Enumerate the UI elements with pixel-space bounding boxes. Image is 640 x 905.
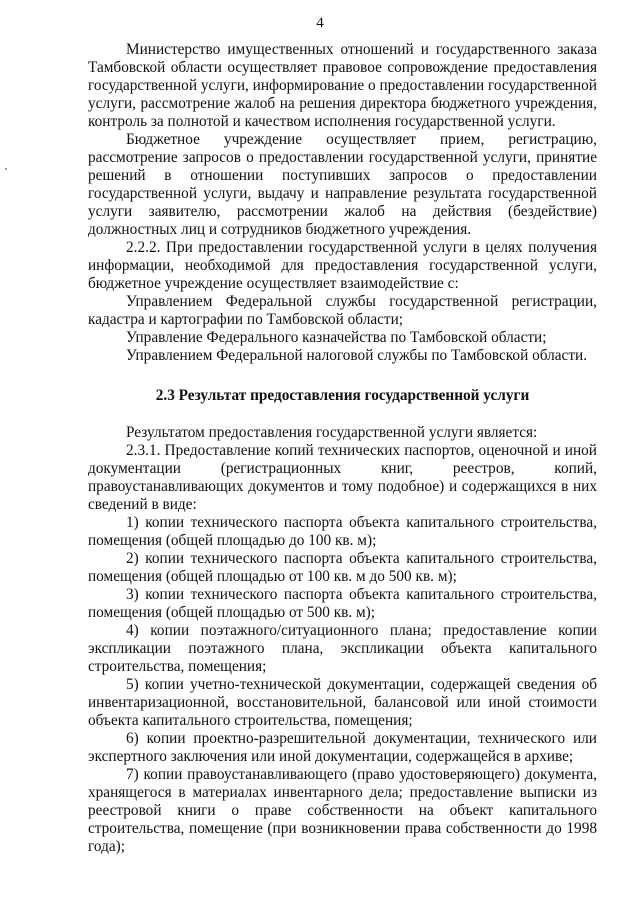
list-item: 2) копии технического паспорта объекта капитального строительства, помещения (общей площадью от 100 кв. м до 500 кв. м); xyxy=(88,550,597,585)
list-item: 7) копии правоустанавливающего (право удостоверяющего) документа, хранящегося в материалах инвентарного дела; предоставление выписки из реестровой книги о праве собственности на объект капитального строительства, помещение (при возникновении права собственности до 1998 года); xyxy=(88,766,597,855)
paragraph: Министерство имущественных отношений и государственного заказа Тамбовской области осуществляет правовое сопровождение предоставления государственной услуги, информирование о предоставлении государственной услуги, рассмотрение жалоб на решения директора бюджетного учреждения, контроль за полнотой и качеством исполнения государственной услуги. xyxy=(88,41,597,130)
list-item: 5) копии учетно-технической документации, содержащей сведения об инвентаризационной, восстановительной, балансовой или иной стоимости объекта капитального строительства, помещения; xyxy=(88,676,597,729)
list-item: 6) копии проектно-разрешительной документации, технического или экспертного заключения или иной документации, содержащейся в архиве; xyxy=(88,730,597,765)
paragraph: Управлением Федеральной налоговой службы по Тамбовской области. xyxy=(126,347,588,364)
paragraph: 2.3.1. Предоставление копий технических паспортов, оценочной и иной документации (регистрационных книг, реестров, копий, правоустанавливающих документов и тому подобное) и содержащихся в них сведений в виде: xyxy=(88,442,597,513)
paragraph: Результатом предоставления государственной услуги является: xyxy=(126,424,538,441)
list-item: 4) копии поэтажного/ситуационного плана; предоставление копии экспликации поэтажного плана, экспликации объекта капитального строительства, помещения; xyxy=(88,622,597,675)
page-number: 4 xyxy=(316,15,324,31)
list-item: 1) копии технического паспорта объекта капитального строительства, помещения (общей площадью до 100 кв. м); xyxy=(88,514,597,549)
document-body xyxy=(88,41,597,856)
paragraph: Управление Федерального казначейства по Тамбовской области; xyxy=(126,329,547,346)
paragraph: 2.2.2. При предоставлении государственной услуги в целях получения информации, необходимой для предоставления государственной услуги, бюджетное учреждение осуществляет взаимодействие с: xyxy=(88,239,597,292)
paragraph: Управлением Федеральной службы государственной регистрации, кадастра и картографии по Тамбовской области; xyxy=(88,293,597,328)
paragraph: Бюджетное учреждение осуществляет прием, регистрацию, рассмотрение запросов о предоставлении государственной услуги, принятие решений в отношении поступивших запросов о предоставлении государственной услуги, выдачу и направление результата государственной услуги заявителю, рассмотрении жалоб на действия (бездействие) должностных лиц и сотрудников бюджетного учреждения. xyxy=(88,131,597,238)
section-heading: 2.3 Результат предоставления государственной услуги xyxy=(155,387,530,404)
scan-artifact xyxy=(5,168,7,170)
list-item: 3) копии технического паспорта объекта капитального строительства, помещения (общей площадью от 500 кв. м); xyxy=(88,586,597,621)
